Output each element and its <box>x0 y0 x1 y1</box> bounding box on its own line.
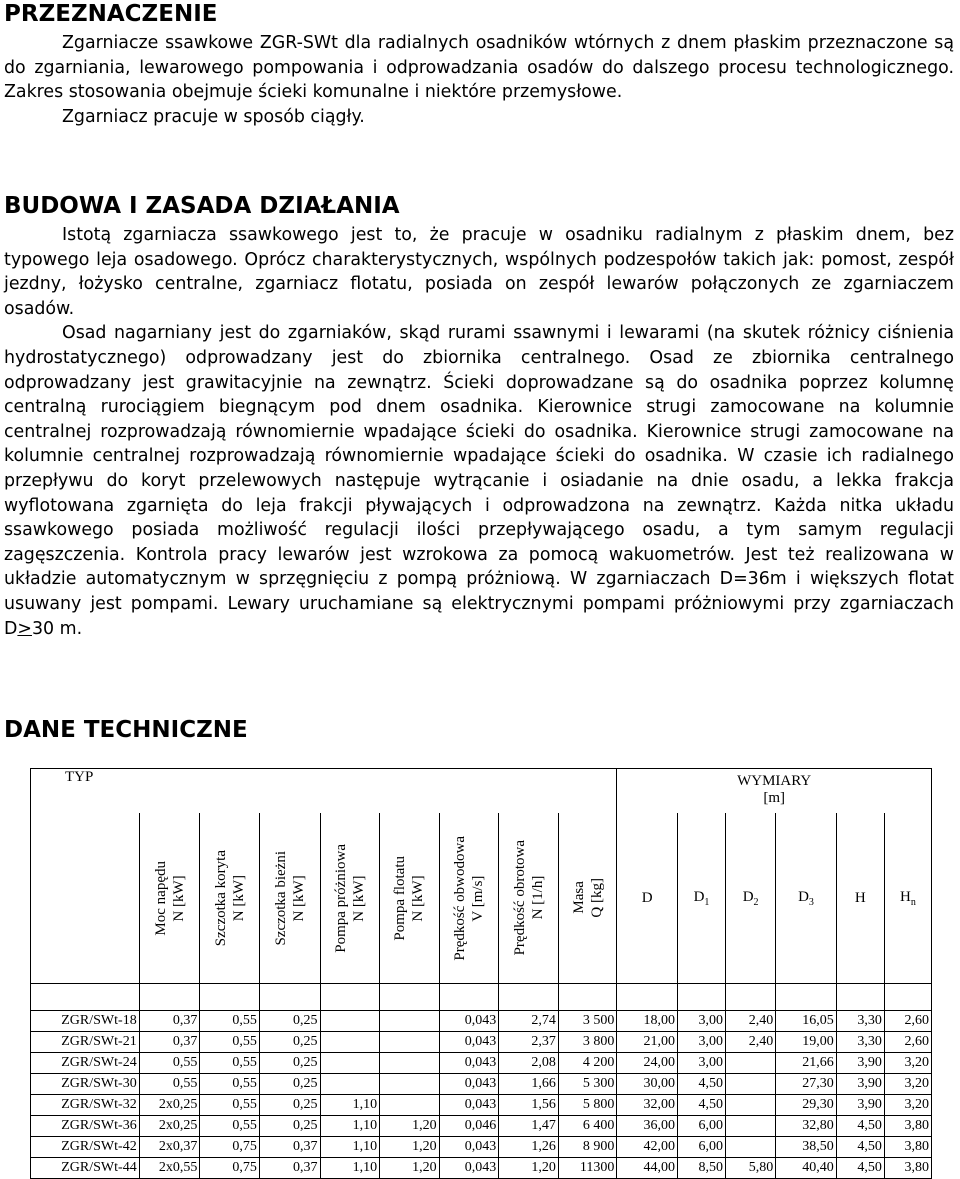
table-cell: 4,50 <box>836 1137 884 1158</box>
table-cell: 0,55 <box>200 1053 260 1074</box>
col-header-masa <box>558 813 617 984</box>
wymiary-unit: [m] <box>763 790 785 806</box>
heading-przeznaczenie: PRZEZNACZENIE <box>4 1 218 27</box>
table-cell: 32,80 <box>776 1116 837 1137</box>
table-cell: 5,80 <box>726 1158 776 1179</box>
dim-header-d3 <box>776 813 837 984</box>
dim-header-h <box>836 813 884 984</box>
table-row <box>31 1053 932 1074</box>
table-cell: 0,25 <box>259 1032 320 1053</box>
table-cell: 3,00 <box>677 1032 725 1053</box>
table-cell: 4,50 <box>677 1074 725 1095</box>
table-cell: 3,20 <box>884 1053 931 1074</box>
col-header-predkosc-obrotowa <box>499 813 559 984</box>
table-cell: 42,00 <box>617 1137 678 1158</box>
table-cell: 6 400 <box>558 1116 617 1137</box>
type-cell: ZGR/SWt-42 <box>31 1137 140 1158</box>
table-cell: 0,55 <box>139 1074 200 1095</box>
table-cell: 5 300 <box>558 1074 617 1095</box>
paragraph <box>4 321 954 641</box>
col-header-pompa-flotatu <box>380 813 440 984</box>
table-cell: 2,60 <box>884 1011 931 1032</box>
table-cell: 36,00 <box>617 1116 678 1137</box>
table-cell: 0,37 <box>259 1137 320 1158</box>
heading-dane-techniczne: DANE TECHNICZNE <box>4 717 248 743</box>
table-cell: 21,66 <box>776 1053 837 1074</box>
dim-header-d1 <box>677 813 725 984</box>
col-header-name: Moc napędu <box>152 860 169 936</box>
table-cell: 40,40 <box>776 1158 837 1179</box>
col-header-name: Prędkość obwodowa <box>451 835 468 961</box>
paragraph-body: Osad nagarniany jest do zgarniaków, skąd rurami ssawnymi i lewarami (na skutek różnicy ciśnienia hydrostatycznego) odprowadzany jest do zbiornika centralnego. Osad ze zbiornika centralnego odprowadzany jest grawitacyjnie na zewnątrz. Ścieki doprowadzane są do osadnika poprzez kolumnę centralną rurociągiem biegnącym pod dnem osadnika. Kierownice strugi zamocowane na kolumnie centralnej rozprowadzają równomiernie wpadające ścieki do osadnika. Kierownice strugi zamocowane na kolumnie centralnej rozprowadzają równomiernie wpadające ścieki do osadnika. W czasie ich radialnego przepływu do koryt przelewowych następuje wytrącanie i osiadanie na dnie osadu, a lekka frakcja wyflotowana zgarnięta do leja frakcji pływających i odprowadzona na zewnątrz. Każda nitka układu ssawkowego posiada możliwość regulacji ilości przepływającego osadu, a tym samym regulacji zagęszczenia. Kontrola pracy lewarów jest wzrokowa za pomocą wakuometrów. Jest też realizowana w układzie automatycznym w sprzęgnięciu z pompą próżniową. W zgarniaczach D=36m i większych flotat usuwany jest pompami. Lewary uruchamiane są elektrycznymi pompami próżniowymi przy zgarniaczach D <box>4 323 954 639</box>
table-row <box>31 1011 932 1032</box>
col-header-unit: N [kW] <box>410 874 427 922</box>
table-cell: 0,25 <box>259 1011 320 1032</box>
table-cell: 0,75 <box>200 1158 260 1179</box>
table-cell: 5 800 <box>558 1095 617 1116</box>
table-cell: 27,30 <box>776 1074 837 1095</box>
type-cell: ZGR/SWt-18 <box>31 1011 140 1032</box>
table-cell: 2,40 <box>726 1032 776 1053</box>
table-cell: 0,55 <box>200 1032 260 1053</box>
table-cell: 18,00 <box>617 1011 678 1032</box>
table-cell: 2,37 <box>499 1032 559 1053</box>
paragraph: Zgarniacz pracuje w sposób ciągły. <box>62 106 365 127</box>
table-cell: 4,50 <box>677 1095 725 1116</box>
table-cell: 38,50 <box>776 1137 837 1158</box>
table-cell: 1,10 <box>320 1137 380 1158</box>
table-cell <box>726 1137 776 1158</box>
col-header-pompa-prozniowa <box>320 813 380 984</box>
table-cell: 0,043 <box>439 1053 499 1074</box>
table-cell: 1,20 <box>380 1137 440 1158</box>
dim-sub: n <box>910 896 916 908</box>
table-cell: 1,10 <box>320 1095 380 1116</box>
table-row <box>31 1074 932 1095</box>
col-header-name: Masa <box>570 881 587 915</box>
col-header-unit: Q [kg] <box>588 878 605 918</box>
table-cell: 1,20 <box>380 1158 440 1179</box>
table-cell: 1,56 <box>499 1095 559 1116</box>
table-cell: 8,50 <box>677 1158 725 1179</box>
col-header-moc <box>139 813 200 984</box>
table-cell: 2,40 <box>726 1011 776 1032</box>
table-cell <box>320 1032 380 1053</box>
table-cell: 0,25 <box>259 1095 320 1116</box>
table-cell <box>726 1095 776 1116</box>
table-cell <box>726 1074 776 1095</box>
wymiary-header <box>617 769 932 814</box>
table-cell: 4,50 <box>836 1158 884 1179</box>
table-cell <box>380 1032 440 1053</box>
col-header-name: Prędkość obrotowa <box>511 840 528 956</box>
col-header-unit: N [kW] <box>350 874 367 922</box>
table-cell: 21,00 <box>617 1032 678 1053</box>
col-header-name: Pompa flotatu <box>392 855 409 941</box>
table-cell: 1,66 <box>499 1074 559 1095</box>
table-cell: 0,55 <box>139 1053 200 1074</box>
type-cell: ZGR/SWt-24 <box>31 1053 140 1074</box>
col-header-unit: V [m/s] <box>469 875 486 921</box>
col-header-unit: N [1/h] <box>529 876 546 920</box>
header-spacer-row <box>31 984 932 1011</box>
col-header-unit: N [kW] <box>170 874 187 922</box>
dim-base: D <box>693 888 705 905</box>
table-row <box>31 1158 932 1179</box>
col-header-name: Szczotka bieżni <box>272 850 289 946</box>
dim-sub: 1 <box>704 896 710 908</box>
table-cell <box>380 1053 440 1074</box>
table-cell: 0,55 <box>200 1011 260 1032</box>
table-body <box>31 1011 932 1179</box>
table-cell: 4,50 <box>836 1116 884 1137</box>
col-header-unit: N [kW] <box>230 874 247 922</box>
table-cell: 3,00 <box>677 1053 725 1074</box>
type-cell: ZGR/SWt-44 <box>31 1158 140 1179</box>
dim-sub: 2 <box>753 896 759 908</box>
table-cell: 0,043 <box>439 1137 499 1158</box>
dim-base: D <box>742 888 754 905</box>
table-cell: 1,20 <box>380 1116 440 1137</box>
table-cell: 0,043 <box>439 1095 499 1116</box>
table-cell: 11300 <box>558 1158 617 1179</box>
table-cell: 16,05 <box>776 1011 837 1032</box>
table-cell <box>380 1074 440 1095</box>
col-header-szczotka-koryta <box>200 813 260 984</box>
type-cell: ZGR/SWt-32 <box>31 1095 140 1116</box>
budowa-text <box>4 223 954 641</box>
dim-base: D <box>798 888 809 905</box>
col-header-name: Pompa próżniowa <box>332 843 349 953</box>
table-row <box>31 1137 932 1158</box>
dim-sub: 3 <box>808 896 814 908</box>
table-cell <box>320 1074 380 1095</box>
wymiary-label: WYMIARY <box>737 773 812 789</box>
dim-base: H <box>900 888 911 905</box>
table-cell <box>726 1053 776 1074</box>
table-cell: 3,20 <box>884 1074 931 1095</box>
table-cell: 0,55 <box>200 1074 260 1095</box>
table-cell: 0,25 <box>259 1116 320 1137</box>
dim-header-d <box>617 813 678 984</box>
table-cell: 24,00 <box>617 1053 678 1074</box>
table-cell: 1,20 <box>499 1158 559 1179</box>
table-cell: 0,043 <box>439 1074 499 1095</box>
table-cell: 0,043 <box>439 1158 499 1179</box>
table-cell: 0,75 <box>200 1137 260 1158</box>
type-cell: ZGR/SWt-30 <box>31 1074 140 1095</box>
table-cell: 2x0,25 <box>139 1095 200 1116</box>
table-cell: 3,20 <box>884 1095 931 1116</box>
table-cell: 1,10 <box>320 1116 380 1137</box>
table-cell: 19,00 <box>776 1032 837 1053</box>
table-cell: 3 800 <box>558 1032 617 1053</box>
table-cell: 3,80 <box>884 1137 931 1158</box>
col-header-predkosc-obwodowa <box>439 813 499 984</box>
col-header-unit: N [kW] <box>290 874 307 922</box>
typ-header-spacer <box>31 813 140 984</box>
dim-header-hn <box>884 813 931 984</box>
col-header-szczotka-biezni <box>259 813 320 984</box>
table-cell: 2x0,55 <box>139 1158 200 1179</box>
table-cell: 3,80 <box>884 1116 931 1137</box>
table-cell: 2,08 <box>499 1053 559 1074</box>
table-cell: 0,043 <box>439 1032 499 1053</box>
table-cell <box>320 1053 380 1074</box>
dim-base: D <box>641 889 653 906</box>
table-cell: 1,26 <box>499 1137 559 1158</box>
table-cell: 0,043 <box>439 1011 499 1032</box>
dim-base: H <box>854 889 866 906</box>
table-cell <box>380 1095 440 1116</box>
table-cell: 2,60 <box>884 1032 931 1053</box>
table-cell: 6,00 <box>677 1116 725 1137</box>
table-cell: 3,80 <box>884 1158 931 1179</box>
table-cell: 2,74 <box>499 1011 559 1032</box>
table-cell: 29,30 <box>776 1095 837 1116</box>
przeznaczenie-text <box>4 31 954 129</box>
table-cell: 0,25 <box>259 1074 320 1095</box>
table-cell: 2x0,37 <box>139 1137 200 1158</box>
type-cell: ZGR/SWt-36 <box>31 1116 140 1137</box>
table-cell: 6,00 <box>677 1137 725 1158</box>
table-cell: 8 900 <box>558 1137 617 1158</box>
table-cell <box>380 1011 440 1032</box>
table-cell: 3,00 <box>677 1011 725 1032</box>
table-cell: 0,37 <box>259 1158 320 1179</box>
greater-equal-symbol: > <box>17 618 32 639</box>
table-cell: 4 200 <box>558 1053 617 1074</box>
table-cell: 44,00 <box>617 1158 678 1179</box>
table-cell: 0,37 <box>139 1011 200 1032</box>
table-row <box>31 1032 932 1053</box>
table-cell: 3,30 <box>836 1032 884 1053</box>
dim-header-d2 <box>726 813 776 984</box>
table-cell: 32,00 <box>617 1095 678 1116</box>
table-cell: 0,55 <box>200 1095 260 1116</box>
table-cell: 3,90 <box>836 1095 884 1116</box>
table-cell: 0,55 <box>200 1116 260 1137</box>
type-cell: ZGR/SWt-21 <box>31 1032 140 1053</box>
table-cell: 0,37 <box>139 1032 200 1053</box>
table-cell: 1,10 <box>320 1158 380 1179</box>
heading-budowa: BUDOWA I ZASADA DZIAŁANIA <box>4 193 400 219</box>
table-cell: 30,00 <box>617 1074 678 1095</box>
typ-header: TYP <box>31 769 617 814</box>
table-cell: 3,30 <box>836 1011 884 1032</box>
paragraph: Istotą zgarniacza ssawkowego jest to, że pracuje w osadniku radialnym z płaskim dnem, bez typowego leja osadowego. Oprócz charakterystycznych, wspólnych podzespołów takich jak: pomost, zespół jezdny, łożysko centralne, zgarniacz flotatu, posiada on zespół lewarów połączonych ze zgarniaczem osadów. <box>4 225 954 319</box>
table-cell: 3 500 <box>558 1011 617 1032</box>
table-cell: 1,47 <box>499 1116 559 1137</box>
table-cell <box>726 1116 776 1137</box>
table-cell: 3,90 <box>836 1074 884 1095</box>
table-row <box>31 1095 932 1116</box>
technical-data-table <box>30 768 932 1179</box>
table-cell: 0,25 <box>259 1053 320 1074</box>
paragraph: Zgarniacze ssawkowe ZGR-SWt dla radialnych osadników wtórnych z dnem płaskim przeznaczone są do zgarniania, lewarowego pompowania i odprowadzania osadów do dalszego procesu technologicznego. Zakres stosowania obejmuje ścieki komunalne i niektóre przemysłowe. <box>4 33 954 103</box>
table-cell: 2x0,25 <box>139 1116 200 1137</box>
paragraph-end: 30 m. <box>31 618 83 639</box>
table-row <box>31 1116 932 1137</box>
col-header-name: Szczotka koryta <box>212 849 229 947</box>
table-cell <box>320 1011 380 1032</box>
table-cell: 3,90 <box>836 1053 884 1074</box>
table-cell: 0,046 <box>439 1116 499 1137</box>
